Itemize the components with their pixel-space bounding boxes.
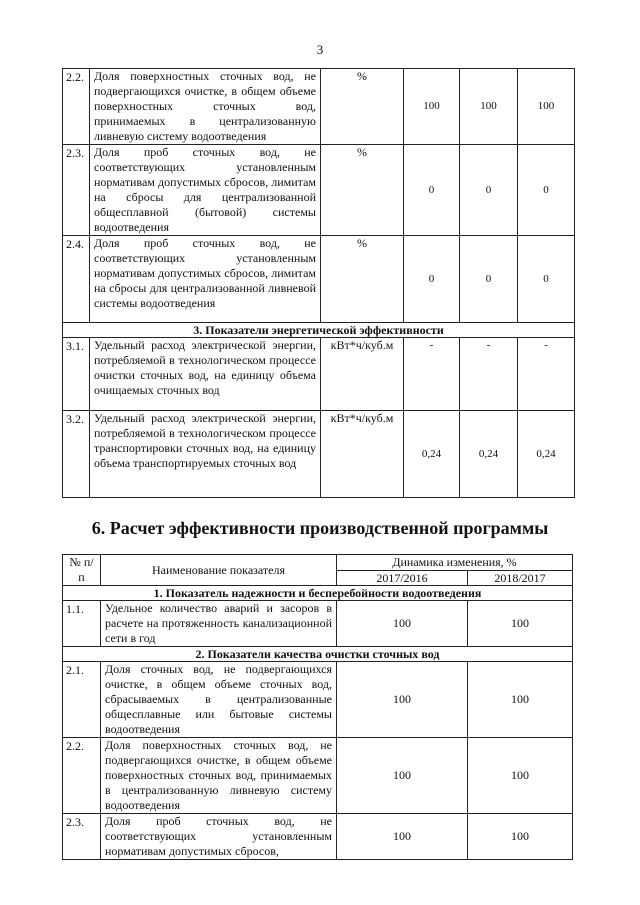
table-row [63, 601, 573, 647]
value: 0,24 [404, 411, 460, 498]
row-number: 3.1. [63, 338, 90, 411]
value: 100 [460, 69, 518, 145]
value: 0 [518, 145, 575, 236]
value: 0 [518, 236, 575, 323]
row-number: 2.2. [63, 738, 101, 814]
section-title: 6. Расчет эффективности производственной программы [91, 518, 549, 538]
value: 100 [337, 662, 468, 738]
value: 100 [468, 738, 573, 814]
row-number: 3.2. [63, 411, 90, 498]
value: 0 [460, 236, 518, 323]
table-row [63, 411, 575, 498]
indicator-name: Доля поверхностных сточных вод, не подвергающихся очистке, в общем объеме поверхностных сточных вод, принимаемых в централизованную ливневую систему водоотведения [90, 69, 321, 145]
table-row [63, 662, 573, 738]
section-row [63, 647, 573, 662]
value: 100 [518, 69, 575, 145]
value: 0 [404, 145, 460, 236]
indicator-name: Удельное количество аварий и засоров в расчете на протяженность канализационной сети в год [101, 601, 337, 647]
value: 100 [468, 814, 573, 860]
value: 0 [460, 145, 518, 236]
column-header-dynamics: Динамика изменения, % [337, 555, 573, 571]
table-row [63, 338, 575, 411]
value: 100 [468, 601, 573, 647]
unit: кВт*ч/куб.м [321, 338, 404, 411]
value: - [518, 338, 575, 411]
row-number: 2.3. [63, 814, 101, 860]
value: 0,24 [518, 411, 575, 498]
indicator-name: Доля проб сточных вод, не соответствующих установленным нормативам допустимых сбросов, лимитам на сбросы для централизованной общесплавной (бытовой) системы водоотведения [90, 145, 321, 236]
column-header-period: 2017/2016 [337, 570, 468, 586]
unit: % [321, 236, 404, 323]
section-heading: 1. Показатель надежности и бесперебойности водоотведения [63, 586, 573, 601]
value: 0,24 [460, 411, 518, 498]
value: 100 [404, 69, 460, 145]
indicator-name: Удельный расход электрической энергии, потребляемой в технологическом процессе транспортировки сточных вод, на единицу объема транспортируемых сточных вод [90, 411, 321, 498]
table-row [63, 145, 575, 236]
value: - [404, 338, 460, 411]
unit: кВт*ч/куб.м [321, 411, 404, 498]
indicator-name: Доля сточных вод, не подвергающихся очистке, в общем объеме сточных вод, сбрасываемых в централизованные общесплавные или бытовые системы водоотведения [101, 662, 337, 738]
row-number: 2.4. [63, 236, 90, 323]
value: 100 [468, 662, 573, 738]
value: 0 [404, 236, 460, 323]
page-number: 3 [316, 42, 324, 57]
unit: % [321, 69, 404, 145]
indicator-name: Доля поверхностных сточных вод, не подвергающихся очистке, в общем объеме поверхностных сточных вод, принимаемых в централизованную ливневую систему водоотведения [101, 738, 337, 814]
value: 100 [337, 814, 468, 860]
table-row [63, 236, 575, 323]
row-number: 1.1. [63, 601, 101, 647]
column-header-name: Наименование показателя [101, 555, 337, 586]
section-row [63, 323, 575, 338]
header-row [63, 555, 573, 571]
table-row [63, 738, 573, 814]
row-number: 2.2. [63, 69, 90, 145]
column-header-number: № п/п [63, 555, 101, 586]
section-row [63, 586, 573, 601]
row-number: 2.1. [63, 662, 101, 738]
indicator-name: Удельный расход электрической энергии, потребляемой в технологическом процессе очистки сточных вод, на единицу объема очищаемых сточных вод [90, 338, 321, 411]
value: 100 [337, 601, 468, 647]
table-row [63, 69, 575, 145]
row-number: 2.3. [63, 145, 90, 236]
section-heading: 2. Показатели качества очистки сточных вод [63, 647, 573, 662]
table-row [63, 814, 573, 860]
value: 100 [337, 738, 468, 814]
column-header-period: 2018/2017 [468, 570, 573, 586]
indicators-table [62, 68, 575, 498]
efficiency-table [62, 554, 573, 860]
value: - [460, 338, 518, 411]
indicator-name: Доля проб сточных вод, не соответствующих установленным нормативам допустимых сбросов, лимитам на сбросы для централизованной ливневой системы водоотведения [90, 236, 321, 323]
unit: % [321, 145, 404, 236]
section-heading: 3. Показатели энергетической эффективности [63, 323, 575, 338]
indicator-name: Доля проб сточных вод, не соответствующих установленным нормативам допустимых сбросов, [101, 814, 337, 860]
